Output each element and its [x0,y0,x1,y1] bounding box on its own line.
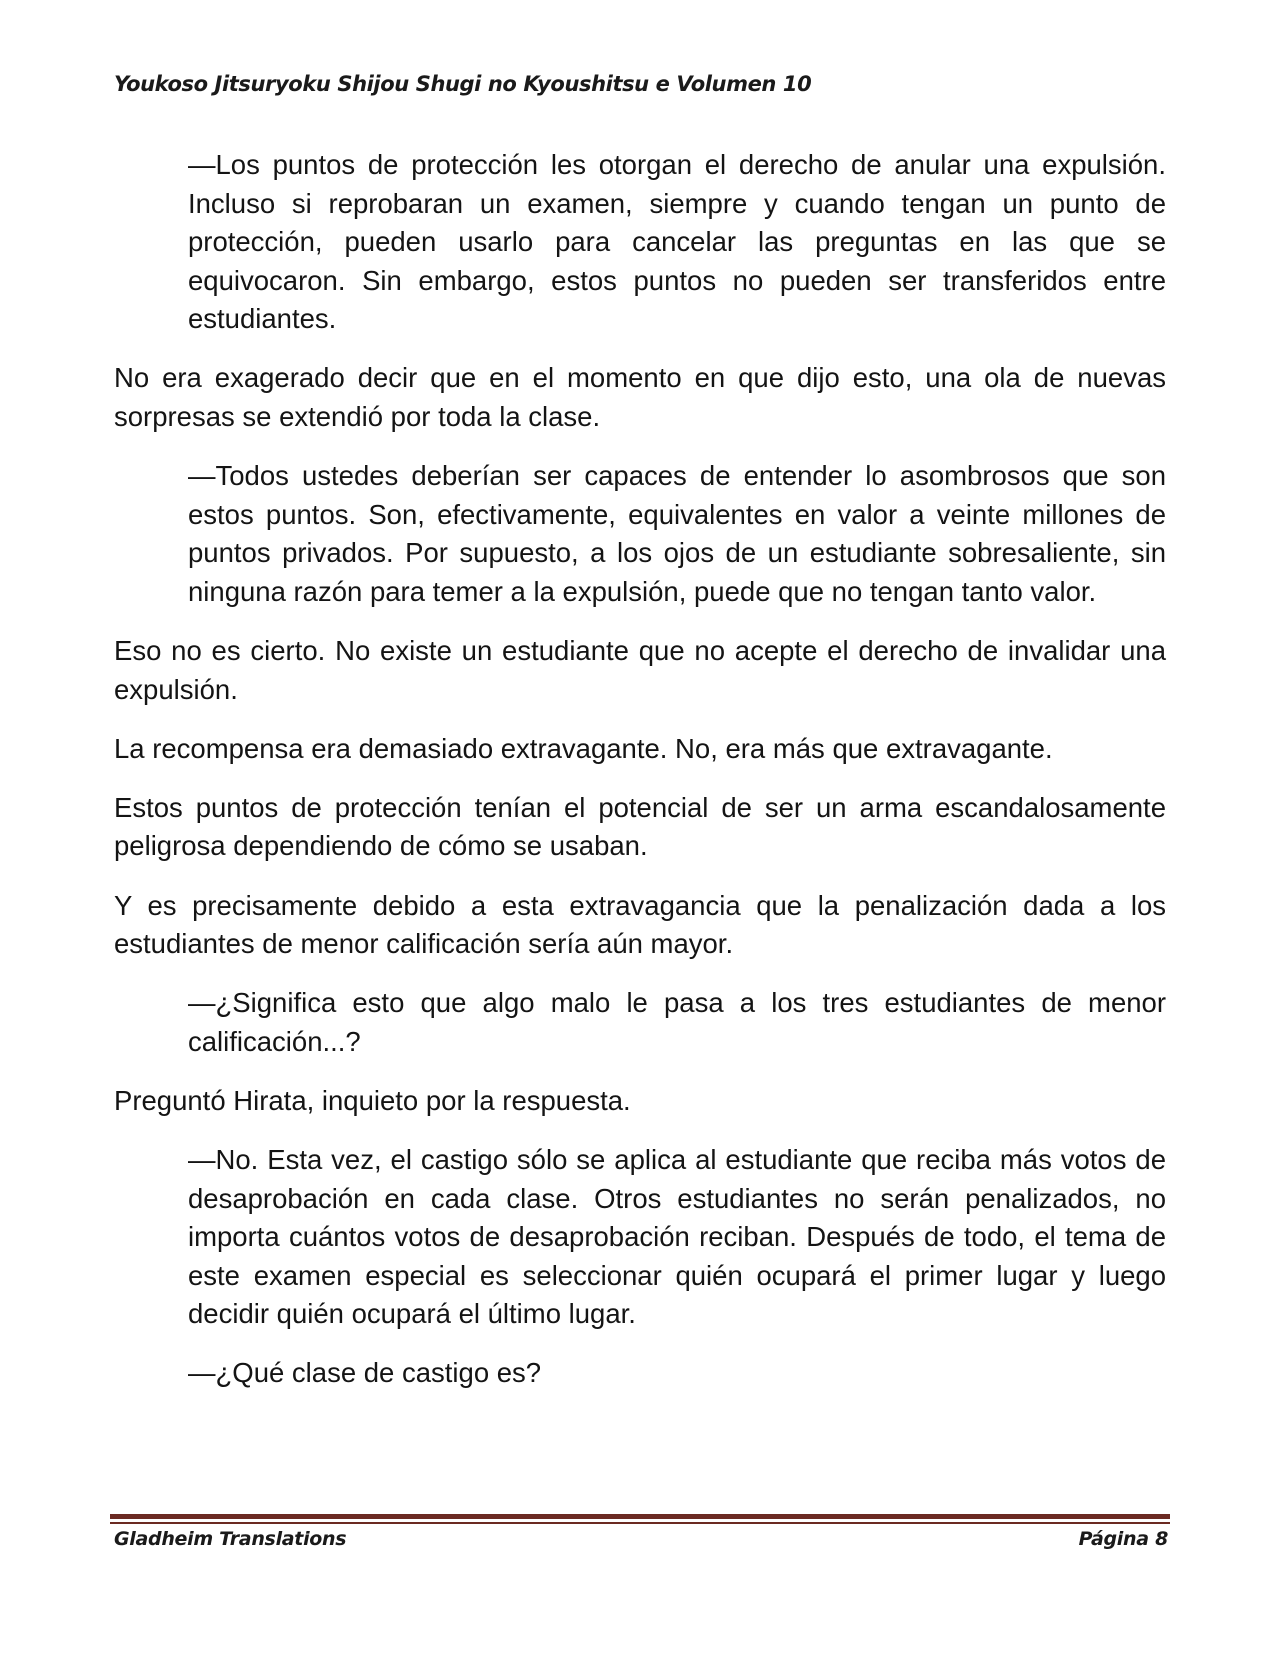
page-body [114,146,1166,1414]
dialogue-paragraph: —Los puntos de protección les otorgan el derecho de anular una expulsión. Incluso si reprobaran un examen, siempre y cuando tengan un punto de protección, pueden usarlo para cancelar las preguntas en las que se equivocaron. Sin embargo, estos puntos no pueden ser transferidos entre estudiantes. [188,149,1166,335]
page-header-title: Youkoso Jitsuryoku Shijou Shugi no Kyoushitsu e Volumen 10 [114,72,812,96]
dialogue-paragraph: —¿Qué clase de castigo es? [188,1357,542,1389]
narration-paragraph: Y es precisamente debido a esta extravagancia que la penalización dada a los estudiantes de menor calificación sería aún mayor. [114,889,1166,960]
narration-paragraph: Preguntó Hirata, inquieto por la respuesta. [114,1084,631,1116]
footer-translator-credit: Gladheim Translations [114,1528,347,1550]
dialogue-paragraph: —No. Esta vez, el castigo sólo se aplica al estudiante que reciba más votos de desaprobación en cada clase. Otros estudiantes no serán penalizados, no importa cuántos votos de desaprobación reciban. Después de todo, el tema de este examen especial es seleccionar quién ocupará el primer lugar y luego decidir quién ocupará el último lugar. [188,1143,1166,1330]
dialogue-paragraph: —¿Significa esto que algo malo le pasa a los tres estudiantes de menor calificación...? [188,987,1166,1057]
footer-page-number: Página 8 [1078,1528,1168,1550]
footer-divider-thick [110,1514,1170,1519]
narration-paragraph: Eso no es cierto. No existe un estudiante que no acepte el derecho de invalidar una expulsión. [114,635,1166,705]
narration-paragraph: La recompensa era demasiado extravagante. No, era más que extravagante. [114,732,1053,764]
narration-paragraph: Estos puntos de protección tenían el potencial de ser un arma escandalosamente peligrosa dependiendo de cómo se usaban. [114,791,1166,862]
dialogue-paragraph: —Todos ustedes deberían ser capaces de entender lo asombrosos que son estos puntos. Son, efectivamente, equivalentes en valor a veinte millones de puntos privados. Por supuesto, a los ojos de un estudiante sobresaliente, sin ninguna razón para temer a la expulsión, puede que no tengan tanto valor. [188,460,1166,607]
footer-divider-thin [110,1522,1170,1524]
narration-paragraph: No era exagerado decir que en el momento en que dijo esto, una ola de nuevas sorpresas se extendió por toda la clase. [114,362,1166,433]
